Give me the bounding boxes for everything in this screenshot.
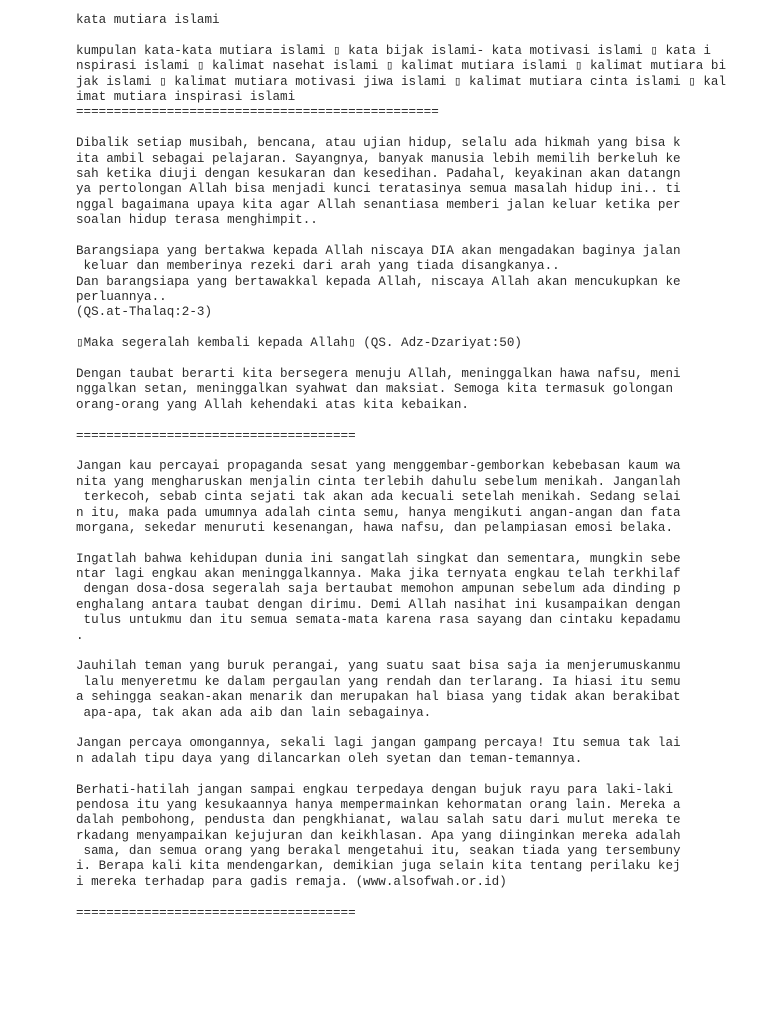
text-line: Jauhilah teman yang buruk perangai, yang suatu saat bisa saja ia menjerumuskanmu [76,659,681,674]
text-line: keluar dan memberinya rezeki dari arah yang tiada disangkanya.. [76,259,560,274]
tags-line: imat mutiara inspirasi islami [76,89,296,104]
spacer [76,721,726,736]
text-line: orang-orang yang Allah kehendaki atas kita kebaikan. [76,397,469,412]
text-line: ya pertolongan Allah bisa menjadi kunci teratasinya semua masalah hidup ini.. ti [76,182,681,197]
separator: ===================================== [76,428,356,443]
tags-line: jak islami ▯ kalimat mutiara motivasi jiwa islami ▯ kalimat mutiara cinta islami ▯ kal [76,74,727,89]
paragraph-hikmah [76,136,726,228]
separator: ================================================ [76,105,439,120]
spacer [76,121,726,136]
text-line: terkecoh, sebab cinta sejati tak akan ada kecuali setelah menikah. Sedang selai [76,490,681,505]
spacer [76,321,726,336]
text-line: Jangan percaya omongannya, sekali lagi jangan gampang percaya! Itu semua tak lai [76,736,681,751]
text-line: perluannya.. [76,290,167,305]
text-line: i. Berapa kali kita mendengarkan, demikian juga selain kita tentang perilaku kej [76,859,681,874]
text-line: i mereka terhadap para gadis remaja. (www.alsofwah.or.id) [76,874,507,889]
tags-line: kumpulan kata-kata mutiara islami ▯ kata bijak islami- kata motivasi islami ▯ kata i [76,43,711,58]
spacer [76,352,726,367]
text-line: nggal bagaimana upaya kita agar Allah senantiasa memberi jalan keluar ketika per [76,197,681,212]
text-line: Barangsiapa yang bertakwa kepada Allah niscaya DIA akan mengadakan baginya jalan [76,243,681,258]
paragraph-propaganda [76,459,726,536]
tags-line: nspirasi islami ▯ kalimat nasehat islami ▯ kalimat mutiara islami ▯ kalimat mutiara bi [76,59,727,74]
text-line: soalan hidup terasa menghimpit.. [76,213,318,228]
text-line: ▯Maka segeralah kembali kepada Allah▯ (QS. Adz-Dzariyat:50) [76,336,522,351]
paragraph-takwa [76,244,726,321]
text-line: rkadang menyampaikan kejujuran dan keikhlasan. Apa yang diinginkan mereka adalah [76,828,681,843]
paragraph-berhati-hatilah [76,783,726,891]
spacer [76,536,726,551]
text-line: ntar lagi engkau akan meninggalkannya. Maka jika ternyata engkau telah terkhilaf [76,567,681,582]
document-title: kata mutiara islami [76,13,220,27]
text-line: nita yang mengharuskan menjalin cinta terlebih dahulu sebelum menikah. Janganlah [76,474,681,489]
spacer [76,28,726,43]
text-line: Dan barangsiapa yang bertawakkal kepada Allah, niscaya Allah akan mencukupkan ke [76,274,681,289]
paragraph-quran-quote [76,336,726,351]
text-line: sama, dan semua orang yang berakal mengetahui itu, seakan tiada yang tersembuny [76,844,681,859]
text-line: pendosa itu yang kesukaannya hanya mempermainkan kehormatan orang lain. Mereka a [76,797,681,812]
spacer [76,767,726,782]
text-line: a sehingga seakan-akan menarik dan merupakan hal biasa yang tidak akan berakibat [76,690,681,705]
text-line: Berhati-hatilah jangan sampai engkau terpedaya dengan bujuk rayu para laki-laki [76,782,674,797]
text-line: morgana, sekedar menuruti kesenangan, hawa nafsu, dan pelampiasan emosi belaka. [76,520,674,535]
text-line: sah ketika diuji dengan kesukaran dan kesedihan. Padahal, keyakinan akan datangn [76,166,681,181]
text-line: n adalah tipu daya yang dilancarkan oleh syetan dan teman-temannya. [76,751,583,766]
text-line: Jangan kau percayai propaganda sesat yang menggembar-gemborkan kebebasan kaum wa [76,459,681,474]
text-line: ita ambil sebagai pelajaran. Sayangnya, banyak manusia lebih memilih berkeluh ke [76,151,681,166]
text-line: nggalkan setan, meninggalkan syahwat dan maksiat. Semoga kita termasuk golongan [76,382,674,397]
text-line: (QS.at-Thalaq:2-3) [76,305,213,320]
separator: ===================================== [76,905,356,920]
spacer [76,228,726,243]
spacer [76,890,726,905]
document-page [76,13,726,921]
text-line: n itu, maka pada umumnya adalah cinta semu, hanya mengikuti angan-angan dan fata [76,505,681,520]
text-line: . [76,628,84,643]
paragraph-ingatlah [76,552,726,644]
tags-block [76,44,726,106]
text-line: tulus untukmu dan itu semua semata-mata karena rasa sayang dan cintaku kepadamu [76,613,681,628]
text-line: apa-apa, tak akan ada aib dan lain sebagainya. [76,705,432,720]
text-line: Dibalik setiap musibah, bencana, atau ujian hidup, selalu ada hikmah yang bisa k [76,136,681,151]
text-line: Ingatlah bahwa kehidupan dunia ini sangatlah singkat dan sementara, mungkin sebe [76,551,681,566]
paragraph-jauhilah [76,659,726,721]
paragraph-taubat [76,367,726,413]
spacer [76,444,726,459]
paragraph-jangan-percaya [76,736,726,767]
text-line: dalah pembohong, pendusta dan pengkhianat, walau salah satu dari mulut mereka te [76,813,681,828]
text-line: enghalang antara taubat dengan dirimu. Demi Allah nasihat ini kusampaikan dengan [76,597,681,612]
text-line: Dengan taubat berarti kita bersegera menuju Allah, meninggalkan hawa nafsu, meni [76,366,681,381]
text-line: dengan dosa-dosa segeralah saja bertaubat memohon ampunan sebelum ada dinding p [76,582,681,597]
text-line: lalu menyeretmu ke dalam pergaulan yang rendah dan terlarang. Ia hiasi itu semu [76,674,681,689]
spacer [76,644,726,659]
spacer [76,413,726,428]
